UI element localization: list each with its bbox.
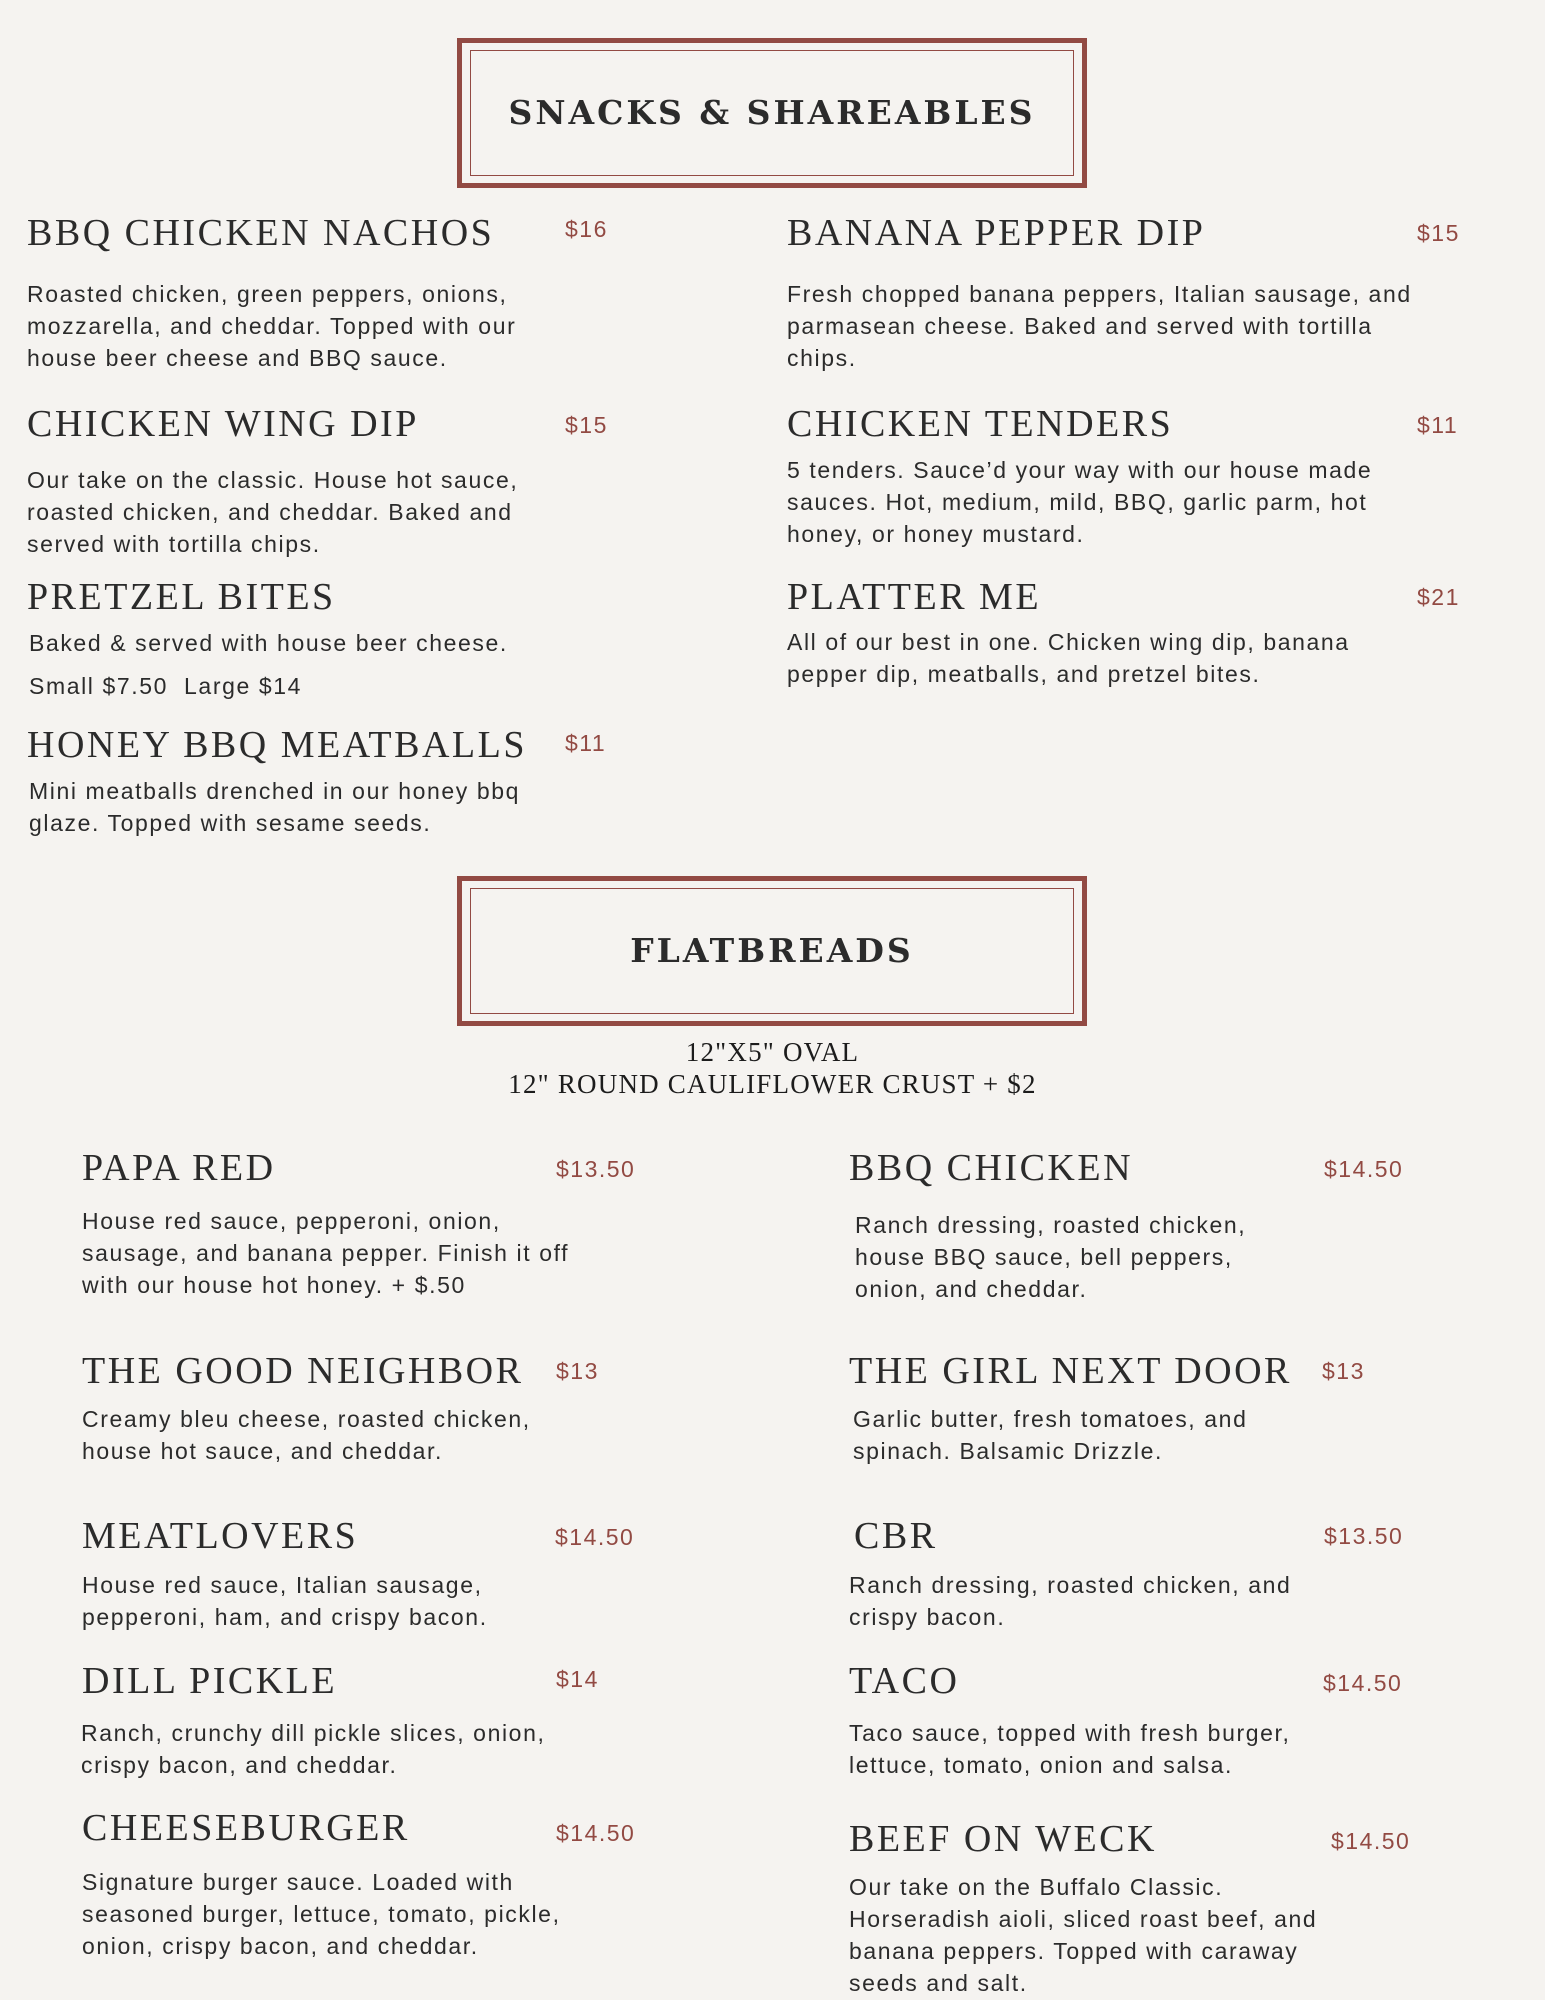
menu-item-description: Garlic butter, fresh tomatoes, and spinach. Balsamic Drizzle. [853,1406,1248,1464]
menu-item-name: PAPA RED [82,1147,276,1189]
menu-item-price: $14.50 [1331,1828,1411,1854]
menu-item-name: CHEESEBURGER [82,1807,410,1849]
menu-item-name: CHICKEN WING DIP [27,403,419,445]
menu-item-price: $14.50 [1323,1670,1403,1696]
menu-item-price: $21 [1417,584,1460,610]
menu-item-description: 5 tenders. Sauce’d your way with our house made sauces. Hot, medium, mild, BBQ, garlic parm, hot honey, or honey mustard. [787,457,1373,547]
menu-item-name: TACO [849,1660,960,1702]
menu-item-description: Mini meatballs drenched in our honey bbq glaze. Topped with sesame seeds. [29,778,521,836]
menu-item-name: PRETZEL BITES [27,576,336,618]
menu-item-name: BBQ CHICKEN NACHOS [27,212,495,254]
menu-item-description: House red sauce, Italian sausage, pepperoni, ham, and crispy bacon. [82,1572,488,1630]
menu-item-price: $13 [1322,1358,1365,1384]
flatbreads-crust-note: 12" ROUND CAULIFLOWER CRUST + $2 [508,1069,1037,1099]
menu-item-description: Creamy bleu cheese, roasted chicken, house hot sauce, and cheddar. [82,1406,531,1464]
snacks-header-frame [457,38,1087,188]
flatbreads-section-title: FLATBREADS [630,931,914,970]
menu-item-name: PLATTER ME [787,576,1042,618]
menu-item-name: CHICKEN TENDERS [787,403,1174,445]
menu-item-description: Roasted chicken, green peppers, onions, mozzarella, and cheddar. Topped with our house beer cheese and BBQ sauce. [27,281,517,371]
menu-item-description: Ranch dressing, roasted chicken, and crispy bacon. [849,1572,1292,1630]
menu-item-price: $11 [1417,412,1459,438]
menu-item-description: Fresh chopped banana peppers, Italian sausage, and parmasean cheese. Baked and served with tortilla chips. [787,281,1412,371]
menu-item-name: THE GIRL NEXT DOOR [849,1350,1292,1392]
menu-item-price: $13.50 [1324,1523,1404,1549]
menu-item-description: Baked & served with house beer cheese. [29,630,508,656]
menu-item-name: DILL PICKLE [82,1660,338,1702]
menu-item-name: THE GOOD NEIGHBOR [82,1350,524,1392]
menu-item-description: House red sauce, pepperoni, onion, sausage, and banana pepper. Finish it off with our house hot honey. + $.50 [82,1208,570,1298]
menu-item-price: $13.50 [556,1156,636,1182]
flatbreads-header-frame [457,876,1087,1026]
menu-item-name: CBR [854,1515,938,1557]
menu-item-price: $15 [565,412,608,438]
menu-item-description: Our take on the Buffalo Classic. Horseradish aioli, sliced roast beef, and banana peppers. Topped with caraway seeds and salt. [849,1874,1318,1996]
menu-item-price: $14.50 [556,1820,636,1846]
menu-item-description: All of our best in one. Chicken wing dip, banana pepper dip, meatballs, and pretzel bites. [787,629,1350,687]
menu-item-name: BEEF ON WECK [849,1818,1157,1860]
menu-item-name: BANANA PEPPER DIP [787,212,1206,254]
menu-item-price: $14 [556,1666,599,1692]
snacks-section-title: SNACKS & SHAREABLES [508,93,1036,132]
menu-item-description: Taco sauce, topped with fresh burger, lettuce, tomato, onion and salsa. [849,1720,1291,1778]
menu-item-name: BBQ CHICKEN [849,1147,1134,1189]
menu-item-price: $16 [565,216,608,242]
menu-item-price: $15 [1417,220,1460,246]
menu-item-price: $14.50 [555,1524,635,1550]
menu-item-price: $13 [556,1358,599,1384]
menu-item-description: Signature burger sauce. Loaded with seasoned burger, lettuce, tomato, pickle, onion, crispy bacon, and cheddar. [82,1869,561,1959]
menu-item-price: $11 [565,730,607,756]
menu-item-description: Ranch dressing, roasted chicken, house BBQ sauce, bell peppers, onion, and cheddar. [855,1212,1247,1302]
menu-item-description: Our take on the classic. House hot sauce, roasted chicken, and cheddar. Baked and served with tortilla chips. [27,467,519,557]
menu-item-sizes: Small $7.50 Large $14 [29,673,303,699]
flatbreads-size-note: 12"X5" OVAL [685,1037,860,1067]
menu-item-name: MEATLOVERS [82,1515,359,1557]
menu-item-name: HONEY BBQ MEATBALLS [27,724,527,766]
menu-item-price: $14.50 [1324,1156,1404,1182]
menu-item-description: Ranch, crunchy dill pickle slices, onion, crispy bacon, and cheddar. [81,1720,546,1778]
